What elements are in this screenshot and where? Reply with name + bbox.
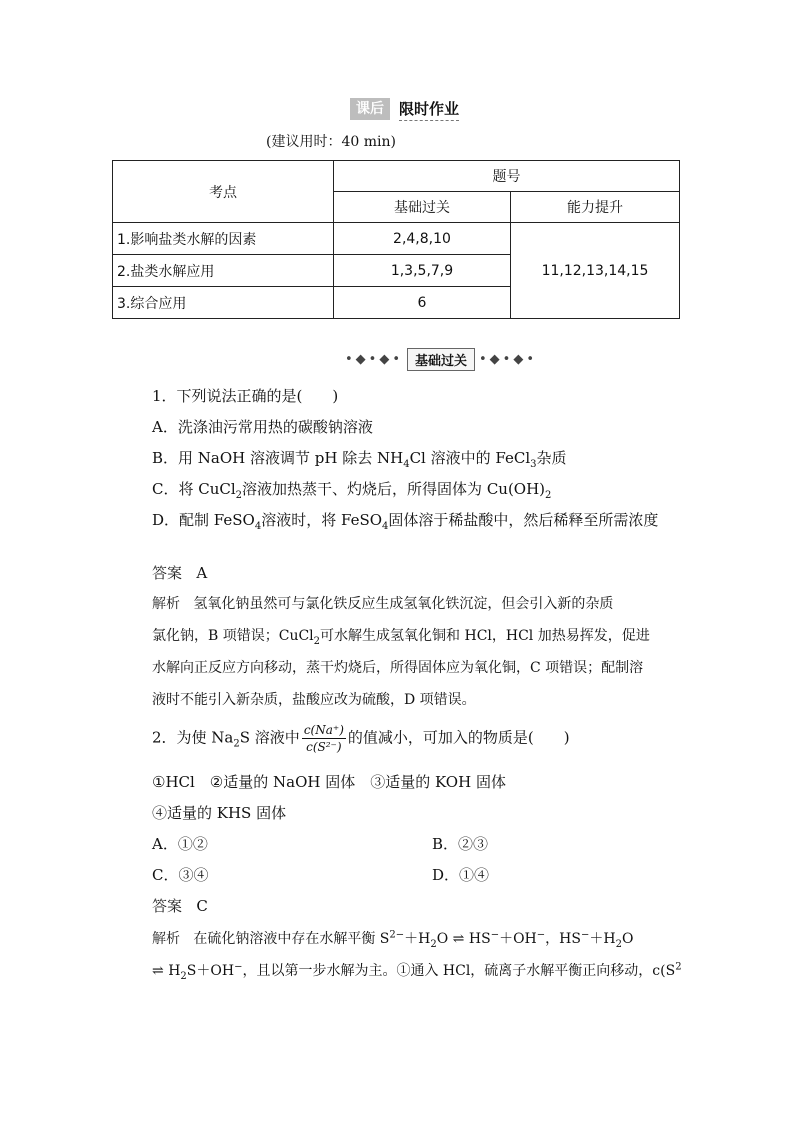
header-kaodian: 考点 (113, 161, 334, 223)
section-header (350, 98, 459, 120)
q1-explanation-line: 液时不能引入新杂质，盐酸应改为硫酸，D 项错误。 (152, 692, 476, 708)
decor-dots-left-icon: •◆•◆• (345, 352, 403, 367)
q2-answer (152, 895, 208, 916)
table-row-topic: 1.影响盐类水解的因素 (113, 223, 334, 255)
q2-option-d: D．①④ (432, 866, 490, 884)
q1-explanation-line: 解析 氢氧化钠虽然可与氯化铁反应生成氢氧化铁沉淀，但会引入新的杂质 (152, 596, 614, 612)
header-tihao: 题号 (334, 161, 680, 192)
section-label-text: 基础过关 (407, 348, 475, 371)
q2-option-c: C．③④ (152, 866, 209, 884)
q2-choices-line: ①HCl ②适量的 NaOH 固体 ③适量的 KOH 固体 (152, 773, 506, 791)
equilibrium-arrow-icon: ⇌ (152, 963, 169, 979)
header-badge: 课后 (350, 98, 390, 120)
header-title: 限时作业 (399, 98, 459, 121)
table-row-basic: 6 (334, 287, 511, 319)
section-label (345, 348, 537, 371)
answer-value: C (196, 897, 208, 915)
q1-option-b: B．用 NaOH 溶液调节 pH 除去 $NH_4Cl$ 溶液中的 FeCl$_3$杂质 (152, 449, 567, 470)
q1-explanation-line: 水解向正反应方向移动，蒸干灼烧后，所得固体应为氧化铜，C 项错误；配制溶 (152, 660, 644, 676)
q1-explanation-line: 氯化钠，B 项错误；CuCl$_2$可水解生成氢氧化铜和 HCl，HCl 加热易挥发，促进 (152, 628, 650, 647)
fraction: $\frac{c(Na^+)}{\text{c(S²⁻)}}$ (303, 723, 344, 754)
table-row-basic: 2,4,8,10 (334, 223, 511, 255)
header-ability: 能力提升 (511, 192, 680, 223)
q2-explanation-line: ⇌ $H_2S+OH^-$，且以第一步水解为主。①通入 HCl，硫离子水解平衡正向移动，$c(S^2$ (152, 961, 682, 982)
q1-option-d: D．配制 FeSO$_4$溶液时，将 FeSO$_4$固体溶于稀盐酸中，然后稀释至所需浓度 (152, 511, 659, 532)
answer-value: A (196, 564, 208, 582)
q1-option-a: A．洗涤油污常用热的碳酸钠溶液 (152, 418, 373, 436)
q2-explanation-line: 解析 在硫化钠溶液中存在水解平衡 $S^{2-}+H_2O$ ⇌ HS−＋OH−，$HS^-+H_2O$ (152, 929, 634, 950)
q2-stem: 2．为使 $Na_2S$ 溶液中 $\frac{c(Na^+)}{\text{c(S²⁻)}}$ 的值减小，可加入的物质是( ) (152, 723, 570, 754)
time-note: (建议用时：40 min) (266, 134, 396, 150)
table-row-topic: 3.综合应用 (113, 287, 334, 319)
decor-dots-right-icon: •◆•◆• (479, 352, 538, 367)
table-ability-cell: 11,12,13,14,15 (511, 223, 680, 319)
q1-stem: 1．下列说法正确的是( ) (152, 387, 339, 405)
answer-label: 答案 (152, 897, 183, 915)
table-row-basic: 1,3,5,7,9 (334, 255, 511, 287)
table-row-topic: 2.盐类水解应用 (113, 255, 334, 287)
q2-option-b: B．②③ (432, 835, 489, 853)
answer-label: 答案 (152, 564, 183, 582)
equilibrium-arrow-icon: ⇌ (448, 931, 469, 947)
topic-table (112, 160, 680, 319)
header-basic: 基础过关 (334, 192, 511, 223)
q2-option-a: A．①② (152, 835, 208, 853)
q1-option-c: C．将 CuCl$_2$溶液加热蒸干、灼烧后，所得固体为 $Cu(OH)_2$ (152, 480, 552, 501)
q2-choices-line: ④适量的 KHS 固体 (152, 804, 287, 822)
q1-answer (152, 562, 207, 583)
